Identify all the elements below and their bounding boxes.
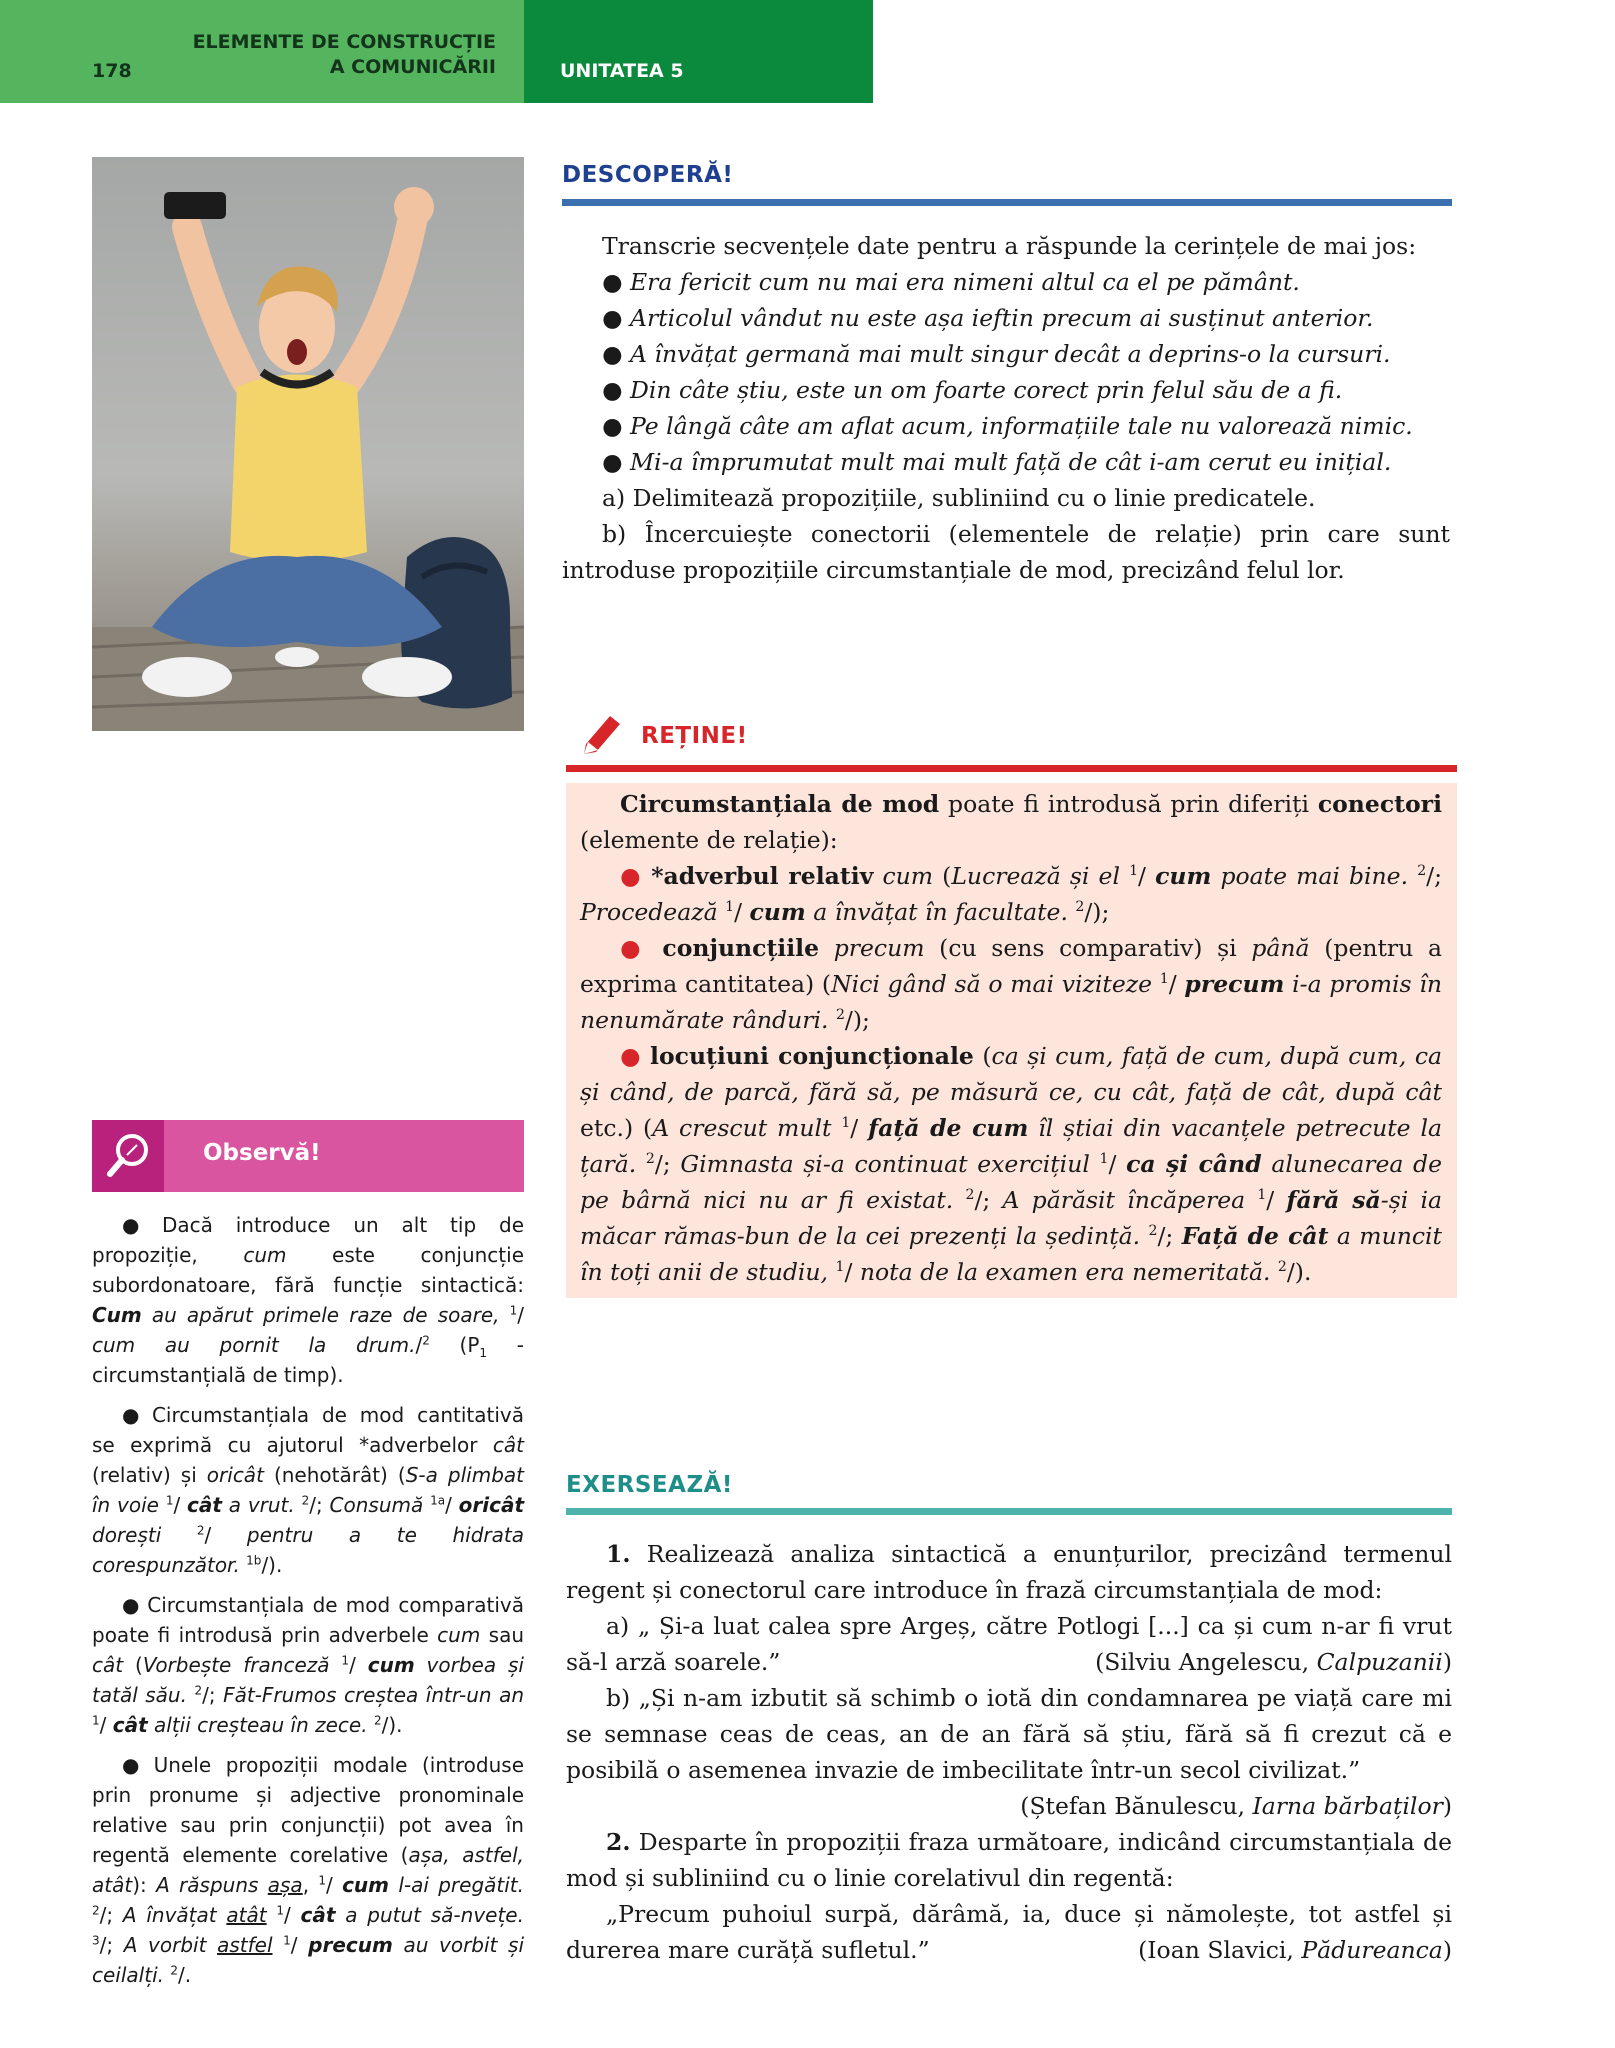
descopera-heading: DESCOPERĂ! xyxy=(562,162,734,188)
header-right-band xyxy=(524,0,873,103)
retine-heading: REȚINE! xyxy=(641,723,748,749)
descopera-task-a: a) Delimitează propozițiile, subliniind cu o linie predicatele. xyxy=(602,484,1316,512)
descopera-intro: Transcrie secvențele date pentru a răspunde la cerințele de mai jos: xyxy=(602,232,1417,260)
observa-title: Observă! xyxy=(203,1140,321,1166)
descopera-sentence: ● Pe lângă câte am aflat acum, informațiile tale nu valorează nimic. xyxy=(602,412,1413,440)
exerseaza-rule xyxy=(566,1508,1452,1515)
exercise-1b-source: (Ștefan Bănulescu, Iarna bărbaților) xyxy=(1020,1792,1452,1820)
retine-definition: Circumstanțiala de mod poate fi introdusă prin diferiți conectori (elemente de relație): xyxy=(580,790,1442,854)
observa-note-2: ● Circumstanțiala de mod cantitativă se exprimă cu ajutorul *adverbelor cât (relativ) și oricât (nehotărât) (S-a plimbat în voie $^1$/ cât a vrut. $^2$/; Consumă $^{1a}$/ oricât dorești $^2$/ pentru a te hidrata corespunzător. $^{1b}$/). xyxy=(92,1400,524,1580)
observa-note-4: ● Unele propoziții modale (introduse prin pronume și adjective pronominale relative sau prin conjuncții) pot avea în regentă elemente corelative (așa, astfel, atât): A răspuns așa, $^1$/ cum l-ai pregătit. $^2$/; A învățat atât $^1$/ cât a putut să-nvețe. $^3$/; A vorbit astfel $^1$/ precum au vorbit și ceilalți. $^2$/. xyxy=(92,1750,524,1990)
retine-text xyxy=(580,786,1442,1290)
exercise-1: 1. Realizează analiza sintactică a enunțurilor, precizând termenul regent și conectorul care introduce în frază circumstanțiala de mod: xyxy=(566,1540,1452,1604)
unit-label: UNITATEA 5 xyxy=(560,60,684,82)
observa-note-3: ● Circumstanțiala de mod comparativă poate fi introdusă prin adverbele cum sau cât (Vorbește franceză $^1$/ cum vorbea și tatăl său. $^2$/; Făt-Frumos creștea într-un an $^1$/ cât alții creșteau în zece. $^2$/). xyxy=(92,1590,524,1740)
descopera-sentence: ● Din câte știu, este un om foarte corect prin felul său de a fi. xyxy=(602,376,1343,404)
retine-bullet-adverb: ● *adverbul relativ cum (Lucrează și el $^1$/ cum poate mai bine. $^2$/; Procedează $^1$/ cum a învățat în facultate. $^2$/); xyxy=(580,862,1442,926)
descopera-sentence: ● Articolul vândut nu este așa ieftin precum ai susținut anterior. xyxy=(602,304,1374,332)
retine-bullet-locutions: ● locuțiuni conjuncționale (ca și cum, față de cum, după cum, ca și când, de parcă, fără să, pe măsură ce, cu cât, față de cât, după cât etc.) (A crescut mult $^1$/ față de cum îl știai din vacanțele petrecute la țară. $^2$/; Gimnasta și-a continuat exercițiul $^1$/ ca și când alunecarea de pe bârnă nici nu ar fi existat. $^2$/; A părăsit încăperea $^1$/ fără să-și ia măcar rămas-bun de la cei prezenți la ședință. $^2$/; Față de cât a muncit în toți anii de studiu, $^1$/ nota de la examen era nemeritată. $^2$/). xyxy=(580,1042,1442,1286)
exercise-1b: b) „Și n-am izbutit să schimb o iotă din condamnarea pe viață care mi se semnase ceas de ceas, an de an fără să știu, fără să fi crezut că e posibilă o asemenea invazie de imbecilitate într-un secol civilizat.” xyxy=(566,1684,1452,1784)
exerseaza-text xyxy=(566,1536,1452,1968)
chapter-title xyxy=(180,30,496,80)
pencil-icon xyxy=(578,708,626,756)
student-illustration xyxy=(92,157,524,731)
descopera-rule xyxy=(562,199,1452,206)
chapter-title-line1: ELEMENTE DE CONSTRUCȚIE xyxy=(192,31,496,53)
descopera-sentence: ● A învățat germană mai mult singur decât a deprins-o la cursuri. xyxy=(602,340,1391,368)
descopera-sentence: ● Era fericit cum nu mai era nimeni altul ca el pe pământ. xyxy=(602,268,1300,296)
page-number: 178 xyxy=(92,60,132,82)
chapter-title-line2: A COMUNICĂRII xyxy=(329,56,496,78)
exerseaza-heading: EXERSEAZĂ! xyxy=(566,1472,733,1498)
observa-icon-box xyxy=(92,1120,164,1192)
exercise-2: 2. Desparte în propoziții fraza următoare, indicând circumstanțiala de mod și subliniind cu o linie corelativul din regentă: xyxy=(566,1828,1452,1892)
retine-rule xyxy=(566,765,1457,772)
observa-note-1: ● Dacă introduce un alt tip de propoziție, cum este conjuncție subordonatoare, fără funcție sintactică: Cum au apărut primele raze de soare, $^1$/ cum au pornit la drum./$^2$ ($P_1$ - circumstanțială de timp). xyxy=(92,1210,524,1390)
descopera-task-b: b) Încercuiește conectorii (elementele de relație) prin care sunt introduse propozițiile circumstanțiale de mod, precizând felul lor. xyxy=(562,520,1450,584)
observa-notes xyxy=(92,1210,524,2000)
descopera-text xyxy=(562,228,1450,588)
magnifier-icon xyxy=(92,1120,164,1192)
student-photo xyxy=(92,157,524,731)
exercise-1a: a) „ Și-a luat calea spre Argeș, către Potlogi [...] ca și cum n-ar fi vrut să-l arză soarele.” (Silviu Angelescu, Calpuzanii) xyxy=(566,1612,1452,1676)
descopera-sentence: ● Mi-a împrumutat mult mai mult față de cât i-am cerut eu inițial. xyxy=(602,448,1392,476)
exercise-2-quote: „Precum puhoiul surpă, dărâmă, ia, duce și nămolește, tot astfel și durerea mare curăță sufletul.” (Ioan Slavici, Pădureanca) xyxy=(566,1900,1452,1964)
retine-bullet-conjunctions: ● conjuncțiile precum (cu sens comparativ) și până (pentru a exprima cantitatea) (Nici gând să o mai viziteze $^1$/ precum i-a promis în nenumărate rânduri. $^2$/); xyxy=(580,934,1442,1034)
